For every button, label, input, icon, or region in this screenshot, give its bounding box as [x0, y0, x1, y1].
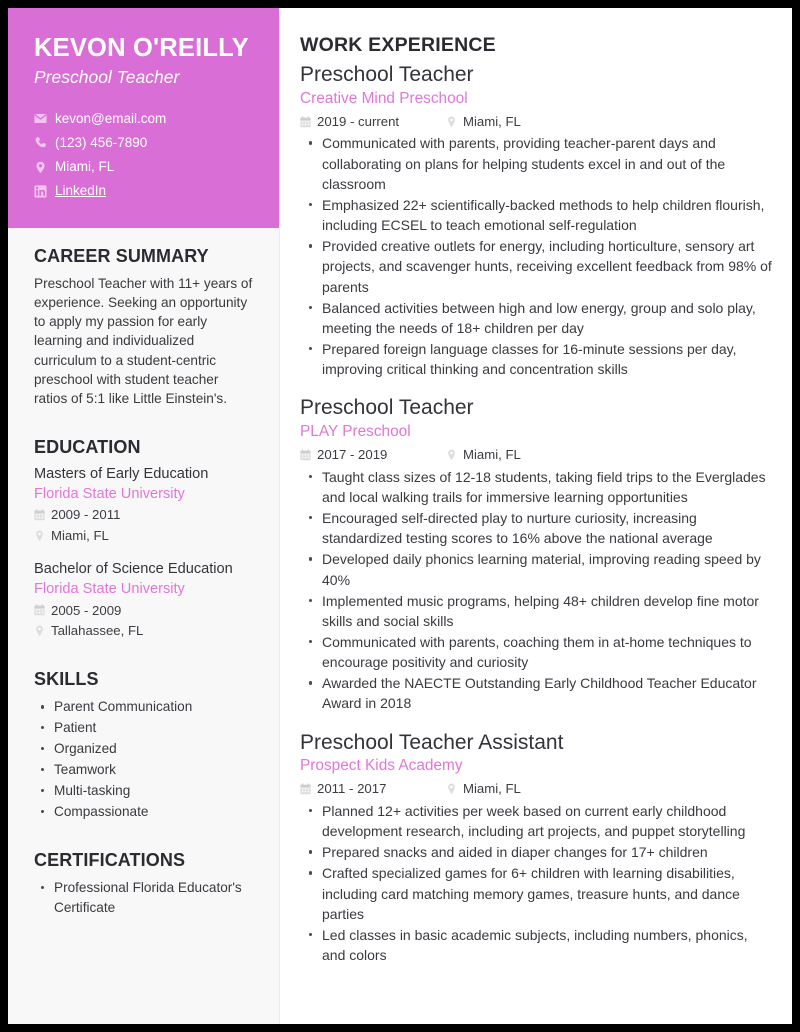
- contact-list: [34, 109, 253, 202]
- contact-row-envelope: [34, 109, 253, 129]
- contact-text: (123) 456-7890: [55, 134, 148, 150]
- candidate-role: Preschool Teacher: [34, 66, 180, 87]
- candidate-name: KEVON O'REILLY: [34, 34, 249, 62]
- job-bullet: Balanced activities between high and low energy, group and solo play, meeting the needs of 18+ children per day: [300, 298, 774, 338]
- dates-text: 2019 - current: [317, 113, 400, 129]
- job-bullet-list: [300, 801, 774, 965]
- job-bullet: Prepared foreign language classes for 16-minute sessions per day, improving critical thinking and concentration skills: [300, 339, 774, 379]
- skill-item: Parent Communication: [34, 697, 253, 717]
- skills-list: [34, 697, 253, 822]
- calendar-icon: [34, 509, 45, 521]
- meta-dates: [34, 601, 253, 621]
- job-list: [300, 62, 774, 965]
- skill-item: Organized: [34, 739, 253, 759]
- calendar-icon: [300, 783, 311, 795]
- resume-page: [8, 8, 792, 1024]
- location-text: Miami, FL: [463, 781, 521, 797]
- work-experience-heading: WORK EXPERIENCE: [300, 34, 496, 56]
- job-bullet: Led classes in basic academic subjects, including numbers, phonics, and colors: [300, 925, 774, 965]
- education-school: Florida State University: [34, 485, 185, 502]
- job-bullet: Encouraged self-directed play to nurture curiosity, increasing standardized testing scores to 16% above the national average: [300, 508, 774, 548]
- job-bullet: Awarded the NAECTE Outstanding Early Childhood Teacher Educator Award in 2018: [300, 673, 774, 713]
- job-bullet: Planned 12+ activities per week based on current early childhood development research, including art projects, and puppet storytelling: [300, 801, 774, 841]
- job-bullet: Communicated with parents, coaching them in at-home techniques to encourage positivity and curiosity: [300, 632, 774, 672]
- meta-location: [446, 779, 521, 799]
- contact-text: kevon@email.com: [55, 110, 167, 126]
- job-meta: [300, 111, 774, 132]
- certifications-list: [34, 878, 253, 918]
- job-bullet-list: [300, 133, 774, 379]
- education-list: [34, 465, 253, 642]
- job-bullet: Provided creative outlets for energy, including horticulture, sensory art projects, and scavenger hunts, receiving excellent feedback from 98% of parents: [300, 236, 774, 296]
- location-text: Miami, FL: [51, 528, 109, 544]
- location-text: Miami, FL: [463, 113, 521, 129]
- education-school: Florida State University: [34, 580, 185, 597]
- job-title: Preschool Teacher: [300, 396, 474, 420]
- contact-row-location-pin: [34, 157, 253, 177]
- job-entry: [300, 62, 774, 379]
- education-item: [34, 465, 253, 546]
- meta-dates: [34, 505, 253, 525]
- job-entry: [300, 395, 774, 713]
- education-degree: Masters of Early Education: [34, 465, 209, 482]
- location-text: Miami, FL: [463, 446, 521, 462]
- calendar-icon: [300, 449, 311, 461]
- job-bullet: Developed daily phonics learning material, improving reading speed by 40%: [300, 549, 774, 589]
- location-pin-icon: [446, 783, 457, 795]
- job-meta: [300, 778, 774, 799]
- main-column: [280, 8, 792, 1024]
- sidebar-body: [8, 228, 279, 939]
- linkedin-icon: [34, 185, 47, 198]
- meta-dates: [300, 112, 446, 132]
- meta-location: [34, 526, 253, 546]
- certifications-heading: CERTIFICATIONS: [34, 849, 186, 870]
- job-entry: [300, 730, 774, 966]
- location-pin-icon: [446, 449, 457, 461]
- dates-text: 2009 - 2011: [51, 507, 121, 523]
- career-summary-text: Preschool Teacher with 11+ years of experience. Seeking an opportunity to apply my passion for early learning and individualized curriculum to a student-centric preschool with student teacher ratios of 5:1 like Little Einstein's.: [34, 275, 253, 407]
- skill-item: Compassionate: [34, 802, 253, 822]
- location-pin-icon: [34, 625, 45, 637]
- meta-location: [34, 621, 253, 641]
- skills-heading: SKILLS: [34, 669, 99, 690]
- location-pin-icon: [34, 530, 45, 542]
- meta-location: [446, 445, 521, 465]
- location-text: Tallahassee, FL: [51, 623, 144, 639]
- job-bullet: Crafted specialized games for 6+ children with learning disabilities, including card matching memory games, treasure hunts, and dance parties: [300, 863, 774, 923]
- education-degree: Bachelor of Science Education: [34, 560, 233, 577]
- calendar-icon: [300, 116, 311, 128]
- job-title: Preschool Teacher Assistant: [300, 730, 564, 754]
- calendar-icon: [34, 604, 45, 616]
- education-item: [34, 560, 253, 641]
- job-bullet: Emphasized 22+ scientifically-backed methods to help children flourish, including ECSEL to teach emotional self-regulation: [300, 195, 774, 235]
- job-company: PLAY Preschool: [300, 422, 411, 440]
- job-bullet-list: [300, 467, 774, 714]
- education-heading: EDUCATION: [34, 436, 141, 457]
- hero-header: [8, 8, 279, 228]
- dates-text: 2011 - 2017: [317, 781, 387, 797]
- certification-item: Professional Florida Educator's Certificate: [34, 878, 253, 918]
- contact-row-phone: [34, 133, 253, 153]
- contact-text: Miami, FL: [55, 159, 115, 175]
- job-bullet: Implemented music programs, helping 48+ children develop fine motor skills and social skills: [300, 591, 774, 631]
- sidebar: [8, 8, 280, 1024]
- meta-location: [446, 112, 521, 132]
- job-title: Preschool Teacher: [300, 63, 474, 86]
- phone-icon: [34, 136, 47, 149]
- job-meta: [300, 444, 774, 465]
- envelope-icon: [34, 112, 47, 125]
- job-company: Prospect Kids Academy: [300, 757, 463, 775]
- dates-text: 2017 - 2019: [317, 446, 388, 462]
- job-bullet: Taught class sizes of 12-18 students, taking field trips to the Everglades and local walking trails for immersive learning opportunities: [300, 467, 774, 507]
- skill-item: Patient: [34, 718, 253, 738]
- dates-text: 2005 - 2009: [51, 602, 122, 618]
- meta-dates: [300, 779, 446, 799]
- contact-row-linkedin[interactable]: [34, 181, 253, 201]
- meta-dates: [300, 445, 446, 465]
- contact-text[interactable]: LinkedIn: [55, 183, 107, 199]
- job-bullet: Prepared snacks and aided in diaper changes for 17+ children: [300, 842, 774, 862]
- job-bullet: Communicated with parents, providing teacher-parent days and collaborating on plans for helping students excel in and out of the classroom: [300, 133, 774, 193]
- job-company: Creative Mind Preschool: [300, 89, 468, 107]
- skill-item: Multi-tasking: [34, 781, 253, 801]
- career-summary-heading: CAREER SUMMARY: [34, 245, 209, 266]
- location-pin-icon: [446, 116, 457, 128]
- skill-item: Teamwork: [34, 760, 253, 780]
- location-pin-icon: [34, 161, 47, 174]
